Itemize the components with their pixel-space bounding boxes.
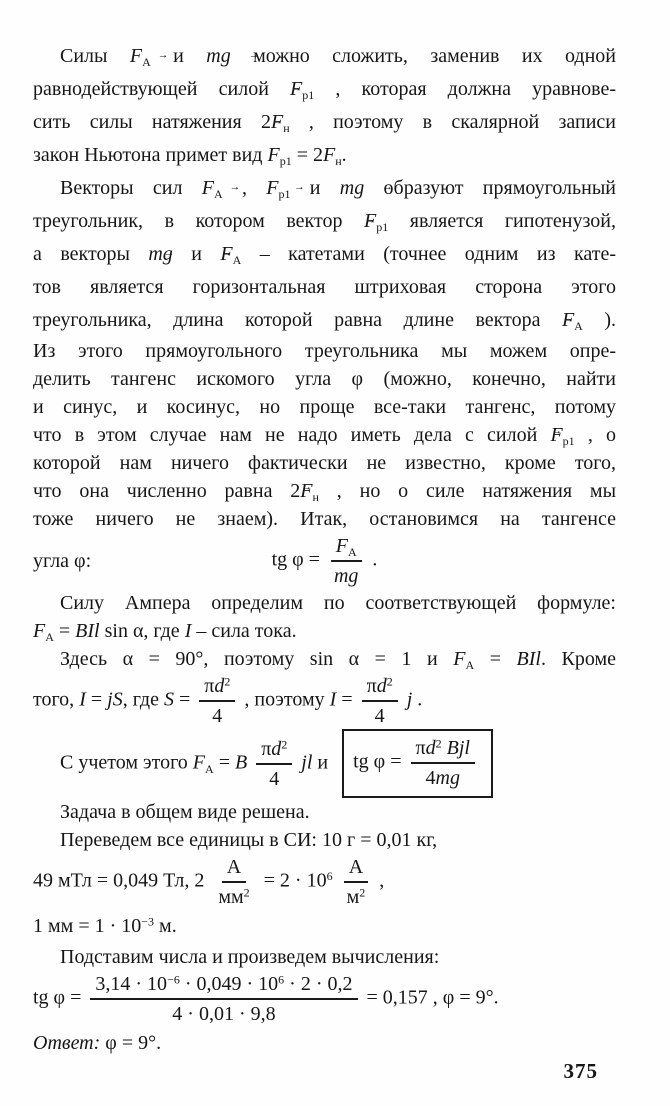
text-run: Силы $F \to_А$ и mg → можно сложить, заменив их одной	[60, 45, 616, 67]
text-line-9	[33, 304, 616, 337]
vector-symbol: F →	[300, 480, 312, 502]
text-line-15	[33, 477, 616, 505]
fraction: $\frac{А}{мм^2}$	[218, 856, 250, 908]
text-run: тоже ничего не знаем). Итак, остановимся на тангенсе	[33, 508, 616, 530]
text-line-25	[33, 854, 616, 910]
text-line-7	[33, 238, 616, 271]
boxed-formula: tg φ = $\frac{\pi d^2 Bjl}{4mg}$	[342, 729, 493, 798]
text-run: Подставим числа и произведем вычисления:	[60, 946, 440, 968]
text-run: треугольника, длина которой равна длине вектора $F \to_А$ ).	[33, 309, 616, 331]
vector-symbol: F →	[562, 309, 574, 331]
text-run: Ответ: φ = 9°.	[33, 1032, 162, 1054]
text-line-29	[33, 1027, 616, 1060]
vector-symbol: F →	[220, 243, 232, 265]
vector-symbol: F →	[130, 45, 142, 67]
text-line-24	[33, 826, 616, 854]
text-run: 1 мм = $1 \cdot 10^{-3}$ м.	[33, 914, 177, 937]
text-line-22	[33, 729, 616, 798]
text-line-4	[33, 139, 616, 172]
vector-symbol: F →	[364, 210, 376, 232]
fraction: $\frac{А}{м^2}$	[342, 855, 371, 909]
text-line-11	[33, 365, 616, 393]
text-run: tg φ = $\frac{3,14 \cdot 10^{-6} \cdot 0,049 \cdot 10^6 \cdot 2 \cdot 0,2}{4 \cdot 0,01 \cdot 9,8}$ = 0,157 , φ = 9°.	[33, 972, 499, 1025]
text-run: что она численно равна $2F \to_н$ , но о силе натяжения мы	[33, 480, 616, 502]
text-line-27	[33, 943, 616, 971]
page-content	[33, 40, 616, 1060]
text-run: Силу Ампера определим по соответствующей формуле:	[60, 592, 616, 614]
fraction: $\frac{F_А}{mg}$	[329, 534, 363, 588]
text-run: Из этого прямоугольного треугольника мы можем опре-	[33, 340, 616, 362]
fraction: $\frac{\pi d^2}{4}$	[199, 674, 235, 728]
text-run: того, I = jS, где S = $\frac{\pi d^2}{4}$ , поэтому I = $\frac{\pi d^2}{4}$ j .	[33, 674, 423, 727]
text-line-8	[33, 271, 616, 304]
text-run: и синус, и косинус, но проще все-таки тангенс, потому	[33, 396, 616, 418]
fraction: $\frac{3,14 \cdot 10^{-6} \cdot 0,049 \cdot 10^6 \cdot 2 \cdot 0,2}{4 \cdot 0,01 \cdot 9,8}$	[90, 972, 357, 1026]
text-line-21	[33, 673, 616, 729]
text-run: Переведем все единицы в СИ: 10 г = 0,01 кг,	[60, 829, 438, 851]
vector-symbol: g →	[221, 45, 231, 67]
text-run: а векторы mg → и $F \to_А$ – катетами (точнее одним из кате-	[33, 243, 616, 265]
centered-formula: tg φ = $\frac{F_А}{mg}$ .	[271, 535, 378, 587]
text-line-12	[33, 393, 616, 421]
fraction: $\frac{\pi d^2}{4}$	[362, 674, 398, 728]
text-run: делить тангенс искомого угла φ (можно, конечно, найти	[33, 368, 616, 390]
text-line-23	[33, 798, 616, 826]
text-run: тов является горизонтальная штриховая сторона этого	[33, 276, 616, 298]
vector-symbol: F →	[271, 111, 283, 133]
text-run: что в этом случае нам не надо иметь дела с силой $F \to_{р1}$ , о	[33, 424, 616, 446]
text-run: закон Ньютона примет вид $F_{р1} = 2F_н$.	[33, 144, 347, 169]
text-line-26	[33, 910, 616, 943]
text-run: Векторы сил $F \to_А$ , $F \to_{р1}$ и mg → образуют прямоугольный	[60, 177, 616, 199]
text-line-13	[33, 421, 616, 449]
text-line-17	[33, 533, 616, 589]
text-line-28	[33, 971, 616, 1027]
text-line-10	[33, 337, 616, 365]
fraction: $\frac{\pi d^2 Bjl}{4mg}$	[411, 736, 475, 790]
vector-symbol: F →	[550, 424, 562, 446]
vector-symbol: F →	[290, 78, 302, 100]
vector-symbol: F →	[266, 177, 278, 199]
vector-symbol: F →	[202, 177, 214, 199]
vector-symbol: g →	[354, 177, 364, 199]
text-line-20	[33, 645, 616, 673]
text-run: равнодействующей силой $F \to_{р1}$ , которая должна уравнове-	[33, 78, 616, 100]
text-line-5	[33, 172, 616, 205]
text-run: Здесь α = 90°, поэтому sin α = 1 и $F_А$ = BIl. Кроме	[60, 648, 616, 673]
text-run: угла φ:	[33, 550, 92, 572]
text-line-1	[33, 40, 616, 73]
text-run: Задача в общем виде решена.	[60, 801, 310, 823]
text-line-16	[33, 505, 616, 533]
text-line-2	[33, 73, 616, 106]
text-line-3	[33, 106, 616, 139]
text-run: которой нам ничего фактически не известно, кроме того,	[33, 452, 616, 474]
text-run: сить силы натяжения $2F \to_н$ , поэтому в скалярной записи	[33, 111, 616, 133]
text-run: треугольник, в котором вектор $F \to_{р1}$ является гипотенузой,	[33, 210, 616, 232]
page-number: 375	[563, 1059, 598, 1083]
text-line-19	[33, 617, 616, 645]
text-run: 49 мТл = 0,049 Тл, 2 $\frac{А}{мм^2}$ = $2 \cdot 10^6$ $\frac{А}{м^2}$ ,	[33, 856, 385, 908]
vector-symbol: g →	[163, 243, 173, 265]
text-line-18	[33, 589, 616, 617]
fraction: $\frac{\pi d^2}{4}$	[256, 737, 292, 791]
text-line-6	[33, 205, 616, 238]
text-run: С учетом этого $F_А = B$ $\frac{\pi d^2}{4}$ jl и	[60, 736, 329, 790]
text-run: $F_А$ = BIl sin α, где I – сила тока.	[33, 620, 297, 645]
text-line-14	[33, 449, 616, 477]
